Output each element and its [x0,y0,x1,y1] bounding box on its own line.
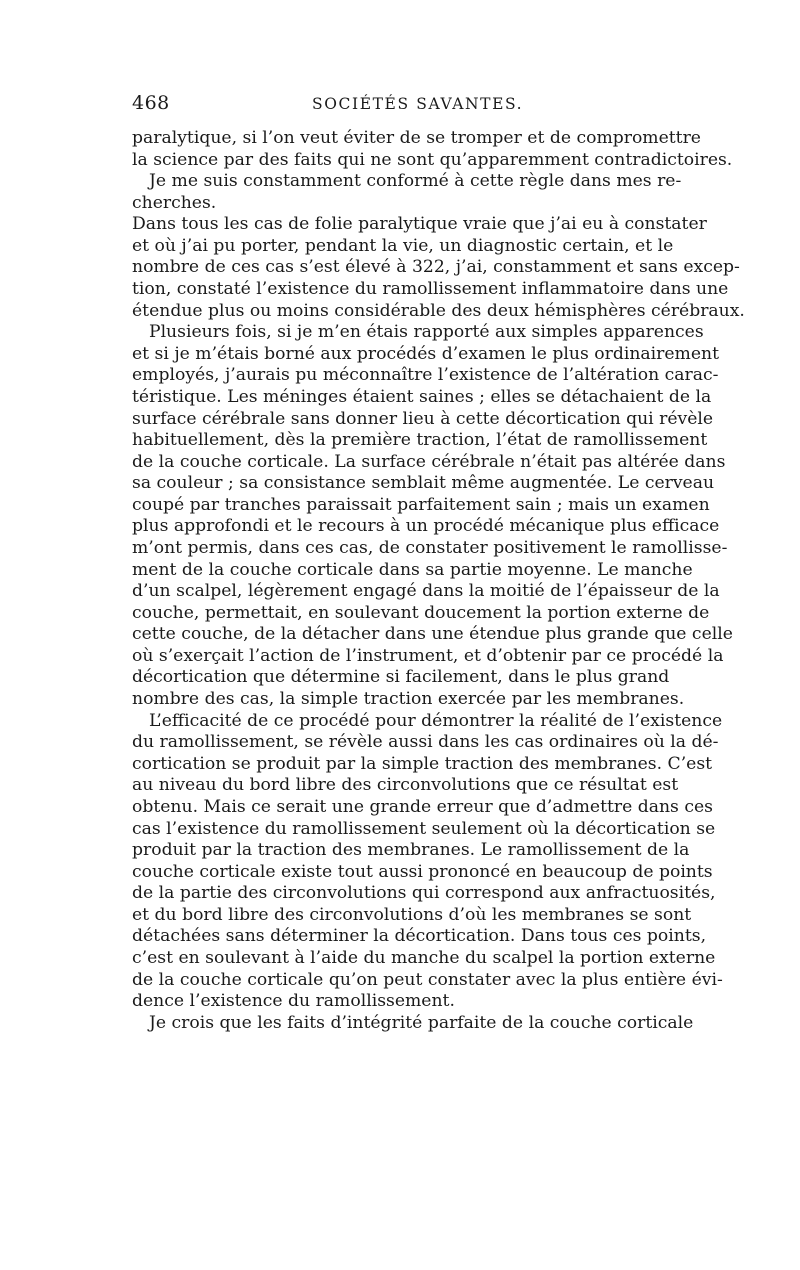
text-line: employés, j’aurais pu méconnaître l’existence de l’altération carac- [132,365,719,386]
text-line: sa couleur ; sa consistance semblait même augmentée. Le cerveau [132,473,715,494]
text-line: la science par des faits qui ne sont qu’apparemment contradictoires. [132,149,733,170]
body-text [132,128,745,1034]
text-line: dence l’existence du ramollissement. [132,991,455,1012]
text-line: Dans tous les cas de folie paralytique vraie que j’ai eu à constater [132,214,707,235]
text-line: ment de la couche corticale dans sa partie moyenne. Le manche [132,559,693,580]
text-line: produit par la traction des membranes. Le ramollissement de la [132,840,690,861]
text-line: cas l’existence du ramollissement seulement où la décortication se [132,818,716,839]
text-line: L’efficacité de ce procédé pour démontrer la réalité de l’existence [149,710,723,731]
text-line: étendue plus ou moins considérable des deux hémisphères cérébraux. [132,300,745,321]
text-line: tion, constaté l’existence du ramollissement inflammatoire dans une [132,279,729,300]
text-line: couche corticale existe tout aussi prononcé en beaucoup de points [132,861,713,882]
text-line: nombre de ces cas s’est élevé à 322, j’ai, constamment et sans excep- [132,257,740,278]
text-line: de la couche corticale qu’on peut constater avec la plus entière évi- [132,969,723,990]
text-line: d’un scalpel, légèrement engagé dans la moitié de l’épaisseur de la [132,581,720,602]
text-line: Je crois que les faits d’intégrité parfaite de la couche corticale [149,1012,694,1033]
text-line: nombre des cas, la simple traction exercée par les membranes. [132,689,685,710]
text-line: plus approfondi et le recours à un procédé mécanique plus efficace [132,516,720,537]
page-number: 468 [132,92,170,114]
text-line: détachées sans déterminer la décortication. Dans tous ces points, [132,926,707,947]
text-line: couche, permettait, en soulevant doucement la portion externe de [132,602,710,623]
text-line: paralytique, si l’on veut éviter de se tromper et de compromettre [132,128,701,148]
text-line: m’ont permis, dans ces cas, de constater positivement le ramollisse- [132,537,728,558]
text-line: cherches. [132,192,217,213]
text-line: où s’exerçait l’action de l’instrument, et d’obtenir par ce procédé la [132,645,724,666]
text-line: Plusieurs fois, si je m’en étais rapporté aux simples apparences [149,322,704,343]
text-line: habituellement, dès la première traction, l’état de ramollissement [132,430,708,451]
running-title: SOCIÉTÉS SAVANTES. [312,95,524,113]
text-line: et où j’ai pu porter, pendant la vie, un diagnostic certain, et le [132,235,674,256]
text-line: du ramollissement, se révèle aussi dans les cas ordinaires où la dé- [132,732,719,753]
text-line: cette couche, de la détacher dans une étendue plus grande que celle [132,624,733,645]
text-line: coupé par tranches paraissait parfaitement sain ; mais un examen [132,494,710,515]
text-line: Je me suis constamment conformé à cette règle dans mes re- [149,171,682,192]
text-line: cortication se produit par la simple traction des membranes. C’est [132,753,713,774]
text-line: de la couche corticale. La surface cérébrale n’était pas altérée dans [132,451,726,472]
text-line: surface cérébrale sans donner lieu à cette décortication qui révèle [132,408,714,429]
text-line: au niveau du bord libre des circonvolutions que ce résultat est [132,775,679,796]
text-line: décortication que détermine si facilement, dans le plus grand [132,667,670,688]
text-line: obtenu. Mais ce serait une grande erreur que d’admettre dans ces [132,796,713,817]
text-line: c’est en soulevant à l’aide du manche du scalpel la portion externe [132,947,716,968]
text-line: et si je m’étais borné aux procédés d’examen le plus ordinairement [132,343,719,364]
running-head [132,92,672,116]
text-line: téristique. Les méninges étaient saines ; elles se détachaient de la [132,386,712,407]
text-line: de la partie des circonvolutions qui correspond aux anfractuosités, [132,883,716,904]
text-line: et du bord libre des circonvolutions d’où les membranes se sont [132,904,692,925]
